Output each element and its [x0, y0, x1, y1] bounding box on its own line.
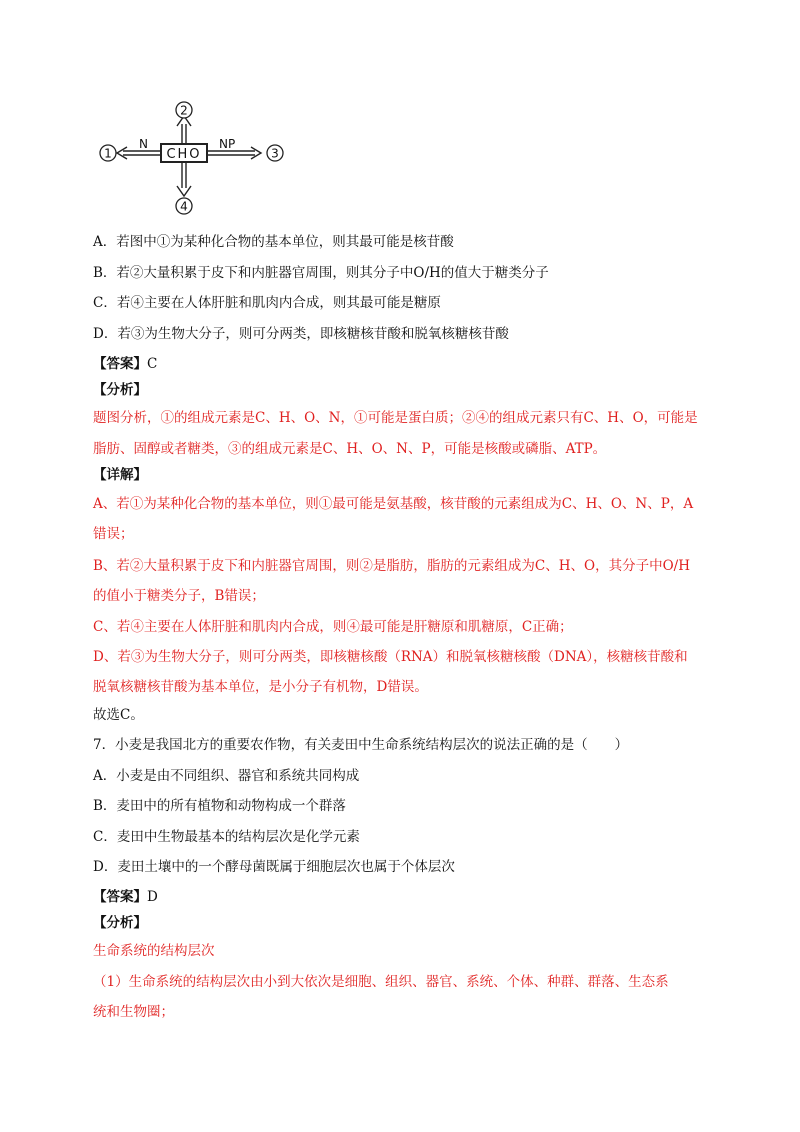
- node-4-label: 4: [180, 199, 188, 214]
- q6-detail-b-line-1: B、若②大量积累于皮下和内脏器官周围，则②是脂肪，脂肪的元素组成为C、H、O，其分子中O/H: [93, 558, 690, 574]
- node-2-label: 2: [180, 103, 188, 118]
- q6-detail-b-line-2: 的值小于糖类分子，B错误；: [93, 588, 265, 604]
- q6-analysis-line-1: 题图分析，①的组成元素是C、H、O、N，①可能是蛋白质；②④的组成元素只有C、H、O，可能是: [93, 410, 698, 426]
- arrow-down-to-4: [177, 162, 191, 196]
- q6-detail-d-line-2: 脱氧核糖核苷酸为基本单位，是小分子有机物，D错误。: [93, 679, 428, 695]
- q7-option-a: A．小麦是由不同组织、器官和系统共同构成: [93, 768, 360, 784]
- q7-option-d: D．麦田土壤中的一个酵母菌既属于细胞层次也属于个体层次: [93, 859, 455, 875]
- q6-detail-tag: 【详解】: [93, 467, 147, 483]
- cho-label: CHO: [166, 147, 202, 162]
- q6-option-b: B．若②大量积累于皮下和内脏器官周围，则其分子中O/H的值大于糖类分子: [93, 265, 549, 281]
- node-3-label: 3: [271, 146, 279, 161]
- q6-option-a: A．若图中①为某种化合物的基本单位，则其最可能是核苷酸: [93, 234, 454, 250]
- q6-conclusion: 故选C。: [93, 707, 144, 723]
- q7-analysis-line-2: 统和生物圈；: [93, 1004, 174, 1020]
- q7-analysis-line-1: （1）生命系统的结构层次由小到大依次是细胞、组织、器官、系统、个体、种群、群落、生态系: [93, 974, 669, 990]
- right-label-np: NP: [219, 137, 236, 151]
- q6-detail-a-line-2: 错误；: [93, 526, 134, 542]
- q7-option-c: C．麦田中生物最基本的结构层次是化学元素: [93, 829, 360, 845]
- node-1-label: 1: [104, 146, 112, 161]
- q7-answer-line: [93, 887, 718, 907]
- q6-answer-tag: 【答案】: [93, 356, 147, 372]
- q6-detail-d-line-1: D、若③为生物大分子，则可分两类，即核糖核酸（RNA）和脱氧核糖核酸（DNA），核糖核苷酸和: [93, 649, 688, 665]
- q7-option-b: B．麦田中的所有植物和动物构成一个群落: [93, 798, 346, 814]
- arrow-up-to-2: [177, 116, 191, 144]
- q6-answer-value: C: [147, 356, 158, 372]
- q6-detail-c: C、若④主要在人体肝脏和肌肉内合成，则④最可能是肝糖原和肌糖原，C正确；: [93, 619, 573, 635]
- q6-detail-a-line-1: A、若①为某种化合物的基本单位，则①最可能是氨基酸，核苷酸的元素组成为C、H、O、N、P，A: [93, 496, 694, 512]
- q7-answer-tag: 【答案】: [93, 889, 147, 905]
- q7-stem: 7．小麦是我国北方的重要农作物，有关麦田中生命系统结构层次的说法正确的是（ ）: [93, 737, 629, 753]
- left-label-n: N: [139, 137, 148, 151]
- q7-analysis-title: 生命系统的结构层次: [93, 943, 215, 959]
- q7-analysis-tag: 【分析】: [93, 915, 147, 931]
- q6-analysis-line-2: 脂肪、固醇或者糖类，③的组成元素是C、H、O、N、P，可能是核酸或磷脂、ATP。: [93, 441, 607, 457]
- q6-option-d: D．若③为生物大分子，则可分两类，即核糖核苷酸和脱氧核糖核苷酸: [93, 326, 509, 342]
- q7-answer-value: D: [147, 889, 158, 905]
- q6-option-c: C．若④主要在人体肝脏和肌肉内合成，则其最可能是糖原: [93, 295, 441, 311]
- element-composition-diagram: [95, 98, 295, 218]
- q6-analysis-tag: 【分析】: [93, 382, 147, 398]
- q6-answer-line: [93, 354, 718, 374]
